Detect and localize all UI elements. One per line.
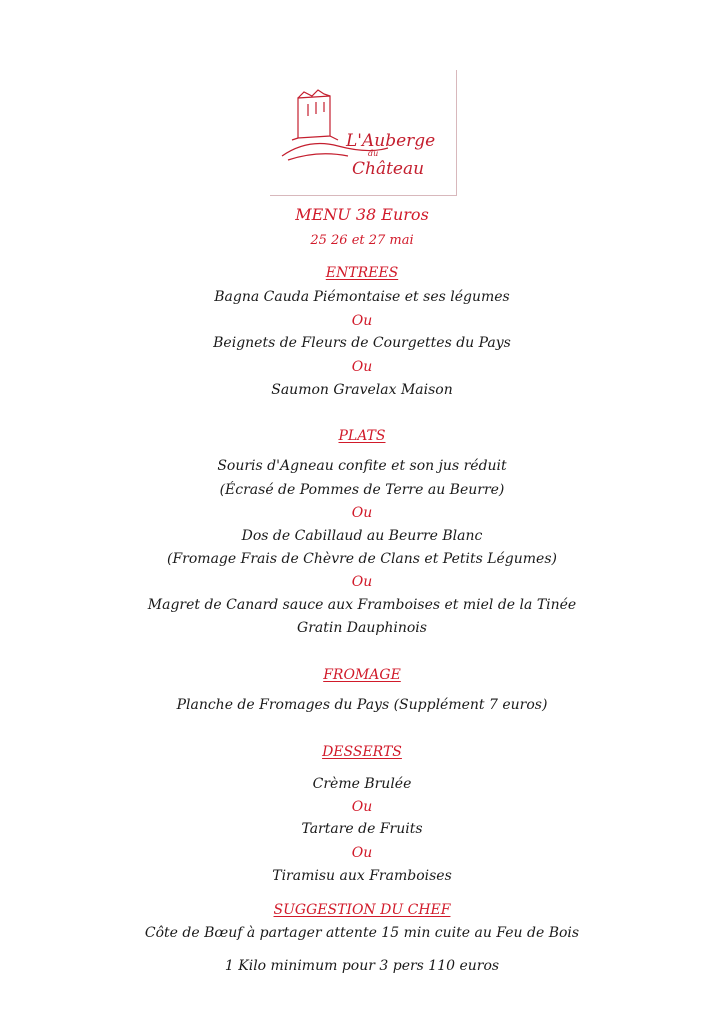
plats-item-1-sub: (Écrasé de Pommes de Terre au Beurre) <box>219 482 505 498</box>
entrees-ou-1: Ou <box>351 313 373 329</box>
plats-heading: PLATS <box>338 428 386 444</box>
plats-item-2-sub: (Fromage Frais de Chèvre de Clans et Petits Légumes) <box>167 551 557 567</box>
suggestion-item-2: 1 Kilo minimum pour 3 pers 110 euros <box>224 958 500 974</box>
entrees-item-2: Beignets de Fleurs de Courgettes du Pays <box>213 335 511 351</box>
desserts-heading: DESSERTS <box>322 744 402 760</box>
plats-item-2: Dos de Cabillaud au Beurre Blanc <box>241 528 483 544</box>
plats-item-3: Magret de Canard sauce aux Framboises et miel de la Tinée <box>147 597 577 613</box>
menu-dates: 25 26 et 27 mai <box>310 233 414 248</box>
logo-text-auberge: L'Auberge <box>346 131 436 151</box>
desserts-ou-2: Ou <box>351 845 373 861</box>
fromage-item-1: Planche de Fromages du Pays (Supplément 7 euros) <box>176 697 548 713</box>
logo-text-chateau: Château <box>352 159 425 179</box>
suggestion-item-1: Côte de Bœuf à partager attente 15 min cuite au Feu de Bois <box>144 925 580 941</box>
menu-title: MENU 38 Euros <box>295 205 429 224</box>
plats-item-1: Souris d'Agneau confite et son jus réduit <box>217 458 507 474</box>
plats-item-3-sub: Gratin Dauphinois <box>297 620 427 636</box>
logo-text-du: du <box>368 149 379 158</box>
desserts-ou-1: Ou <box>351 799 373 815</box>
entrees-item-3: Saumon Gravelax Maison <box>271 382 453 398</box>
desserts-item-2: Tartare de Fruits <box>301 821 423 837</box>
fromage-heading: FROMAGE <box>323 667 401 683</box>
entrees-ou-2: Ou <box>351 359 373 375</box>
desserts-item-1: Crème Brulée <box>312 776 412 792</box>
entrees-heading: ENTREES <box>325 265 399 281</box>
suggestion-heading: SUGGESTION DU CHEF <box>273 902 451 918</box>
desserts-item-3: Tiramisu aux Framboises <box>272 868 452 884</box>
entrees-item-1: Bagna Cauda Piémontaise et ses légumes <box>214 289 510 305</box>
plats-ou-2: Ou <box>351 574 373 590</box>
plats-ou-1: Ou <box>351 505 373 521</box>
auberge-logo <box>268 68 460 196</box>
